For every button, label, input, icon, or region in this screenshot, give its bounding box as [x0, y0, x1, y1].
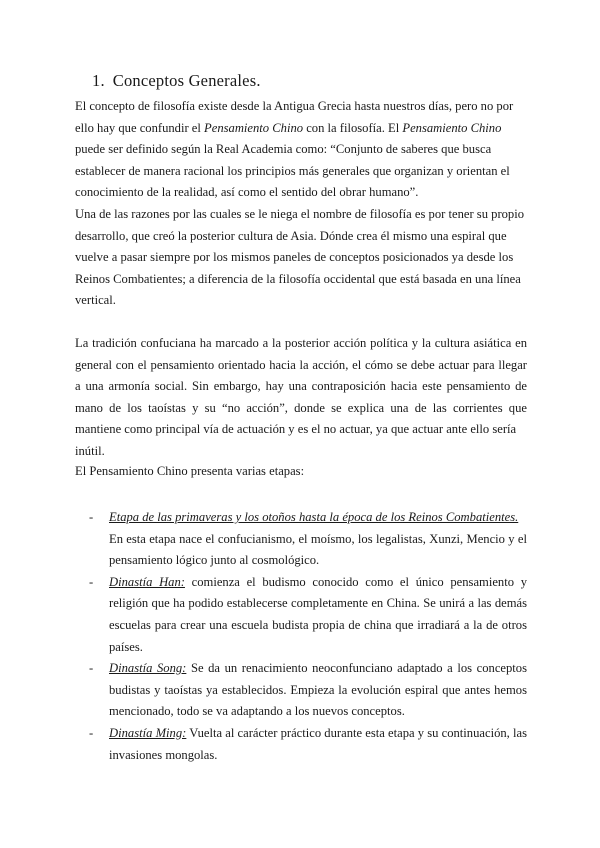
- paragraph1-italic-term-a: Pensamiento Chino: [204, 120, 304, 135]
- bullet-dash: -: [89, 510, 94, 524]
- paragraph1-text-a: El concepto de filosofía existe desde la Antigua Grecia hasta nuestros días, pero no por ello hay que confundir el: [75, 99, 514, 135]
- stage-description: En esta etapa nace el confucianismo, el moísmo, los legalistas, Xunzi, Mencio y el pensamiento lógico junto al cosmológico.: [109, 531, 527, 568]
- paragraph1-text-c: puede ser definido según la Real Academia como: “Conjunto de saberes que busca establecer de manera racional los principios más generales que organizan y orientan el conocimiento de la realidad, así como el sentido del obrar humano”.: [75, 142, 510, 200]
- paragraph3-main: La tradición confuciana ha marcado a la posterior acción política y la cultura asiática en general con el pensamiento orientado hacia la acción, el cómo se debe actuar para llegar a una armonía social. Sin embargo, hay una contraposición hacia este pensamiento de mano de los taoístas y su “no acción”, donde se explica una de las corrientes que mantiene como principal vía de actuación y es el no actuar, ya que actuar ante ello sería: [75, 336, 527, 437]
- stage-item: [75, 507, 527, 572]
- stage-title: Dinastía Han:: [109, 574, 185, 589]
- stage-item: [75, 658, 527, 723]
- paragraph1-italic-term-b: Pensamiento Chino: [402, 120, 502, 135]
- bullet-dash: -: [89, 574, 94, 589]
- stage-item: [75, 572, 527, 658]
- stage-title: Etapa de las primaveras y los otoños hasta la época de los Reinos Combatientes.: [109, 510, 519, 524]
- bullet-dash: -: [89, 661, 94, 676]
- section-heading: [92, 70, 261, 92]
- section-number: 1.: [92, 71, 105, 90]
- stage-title: Dinastía Song:: [109, 661, 187, 676]
- stage-title: Dinastía Ming:: [109, 725, 187, 740]
- paragraph-spiral-development: Una de las razones por las cuales se le niega el nombre de filosofía es por tener su propio desarrollo, que creó la posterior cultura de Asia. Dónde crea él mismo una espiral que vuelve a pasar siempre por los mismos paneles de conceptos posicionados ya desde los Reinos Combatientes; a diferencia de la filosofía occidental que está basada en una línea vertical.: [75, 207, 525, 308]
- stage-item: [75, 723, 527, 766]
- bullet-dash: -: [89, 725, 94, 740]
- paragraph1-text-b: con la filosofía. El: [303, 120, 403, 135]
- stage-description: comienza el budismo conocido como el único pensamiento y religión que ha podido establecerse completamente en China. Se unirá a las demás escuelas para crear una escuela budista propia de china que irradiará a la de otros países.: [109, 574, 527, 654]
- stages-list: [75, 507, 527, 766]
- stage-description: Vuelta al carácter práctico durante esta etapa y su continuación, las invasiones mongolas.: [109, 725, 527, 762]
- paragraph-confucian-tradition: [75, 333, 527, 463]
- stage-description: Se da un renacimiento neoconfunciano adaptado a los conceptos budistas y taoístas ya establecidos. Empieza la evolución espiral que antes hemos mencionado, todo se va adaptando a los nuevos conceptos.: [109, 661, 527, 719]
- paragraph3-last-word: inútil.: [75, 443, 105, 458]
- paragraph-philosophy-definition: [75, 96, 527, 204]
- section-title: Conceptos Generales.: [112, 71, 261, 90]
- paragraph-stages-intro: El Pensamiento Chino presenta varias etapas:: [75, 464, 305, 478]
